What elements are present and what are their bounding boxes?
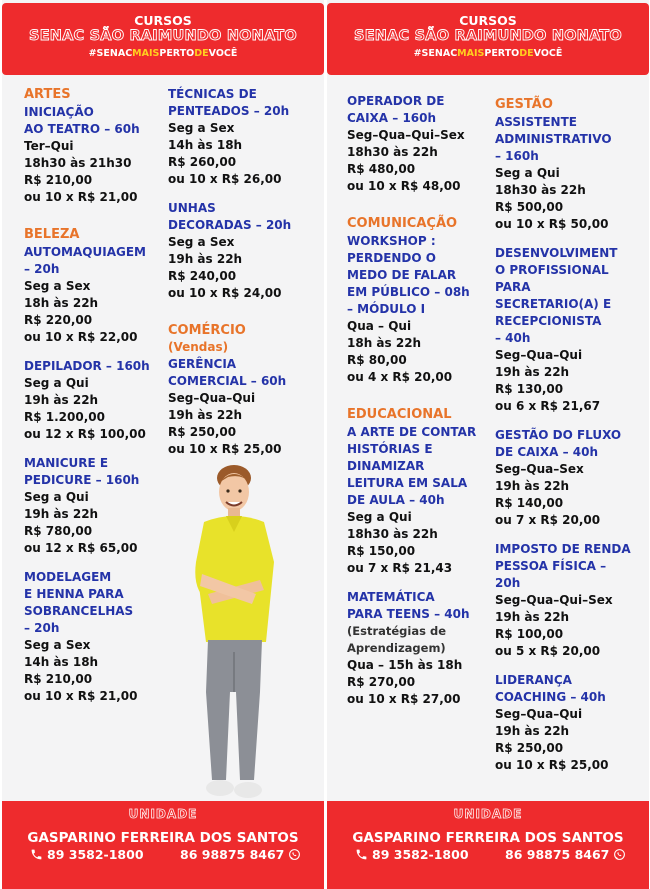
- category-heading: COMUNICAÇÃO: [347, 216, 458, 231]
- course-time: 14h às 18h: [24, 655, 99, 669]
- course-price: R$ 250,00: [495, 741, 564, 755]
- whatsapp-icon: [613, 848, 626, 861]
- course-days: Seg a Qui: [495, 166, 560, 180]
- category-heading: BELEZA: [24, 227, 80, 242]
- course-price: R$ 780,00: [24, 524, 93, 538]
- category-subheading: (Vendas): [168, 340, 229, 354]
- course-card: [347, 93, 497, 195]
- course-price: R$ 500,00: [495, 200, 564, 214]
- course-time: 19h às 22h: [24, 393, 99, 407]
- course-price: R$ 1.200,00: [24, 410, 105, 424]
- course-time: 19h às 22h: [168, 408, 243, 422]
- course-card: [24, 244, 172, 346]
- course-price: R$ 220,00: [24, 313, 93, 327]
- header-hashtag: #SENACMAISPERTODEVOCÊ: [88, 48, 238, 59]
- unit-name: GASPARINO FERREIRA DOS SANTOS: [352, 830, 624, 846]
- course-price: R$ 130,00: [495, 382, 564, 396]
- course-time: 18h às 22h: [347, 336, 422, 350]
- course-days: Seg–Qua–Qui–Sex: [495, 593, 613, 607]
- header-title: CURSOS: [459, 13, 517, 28]
- course-card: [495, 114, 645, 233]
- course-card: [24, 455, 172, 557]
- course-installments: ou 10 x R$ 24,00: [168, 286, 282, 300]
- course-installments: ou 6 x R$ 21,67: [495, 399, 601, 413]
- course-column: [495, 96, 645, 774]
- course-title: AUTOMAQUIAGEM – 20h: [24, 245, 146, 276]
- category-heading: GESTÃO: [495, 97, 553, 112]
- unit-label: UNIDADE: [128, 807, 198, 821]
- course-installments: ou 10 x R$ 25,00: [168, 442, 282, 456]
- course-installments: ou 10 x R$ 50,00: [495, 217, 609, 231]
- course-price: R$ 270,00: [347, 675, 416, 689]
- course-installments: ou 10 x R$ 21,00: [24, 190, 138, 204]
- course-price: R$ 210,00: [24, 672, 93, 686]
- course-price: R$ 80,00: [347, 353, 407, 367]
- course-schedule: Qua – 15h às 18h: [347, 658, 463, 672]
- footer-banner: [2, 801, 324, 889]
- course-price: R$ 260,00: [168, 155, 237, 169]
- course-days: Seg–Qua–Sex: [495, 462, 584, 476]
- course-price: R$ 210,00: [24, 173, 93, 187]
- phone-landline[interactable]: [30, 847, 144, 862]
- course-card: [347, 589, 497, 708]
- course-price: R$ 240,00: [168, 269, 237, 283]
- course-card: [495, 427, 645, 529]
- course-time: 19h às 22h: [495, 365, 570, 379]
- course-days: Seg a Sex: [168, 235, 235, 249]
- category-heading: COMÉRCIO: [168, 323, 246, 338]
- phone-number: 89 3582-1800: [47, 847, 144, 862]
- header-institution: SENAC SÃO RAIMUNDO NONATO: [29, 28, 297, 44]
- course-title: UNHAS DECORADAS – 20h: [168, 201, 292, 232]
- course-card: [347, 233, 497, 386]
- course-title: DEPILADOR – 160h: [24, 359, 150, 373]
- course-installments: ou 7 x R$ 21,43: [347, 561, 453, 575]
- course-installments: ou 12 x R$ 65,00: [24, 541, 138, 555]
- header-banner: [2, 3, 324, 75]
- course-title: MODELAGEM E HENNA PARA SOBRANCELHAS – 20h: [24, 570, 134, 635]
- course-installments: ou 7 x R$ 20,00: [495, 513, 601, 527]
- course-days: Seg a Qui: [24, 490, 89, 504]
- course-title: WORKSHOP : PERDENDO O MEDO DE FALAR EM PÚBLICO – 08h – MÓDULO I: [347, 234, 470, 316]
- course-column: [168, 86, 318, 458]
- header-hashtag: #SENACMAISPERTODEVOCÊ: [413, 48, 563, 59]
- course-time: 14h às 18h: [168, 138, 243, 152]
- phone-landline[interactable]: [355, 847, 469, 862]
- course-card: [24, 104, 172, 206]
- phone-icon: [355, 848, 368, 861]
- course-installments: ou 10 x R$ 48,00: [347, 179, 461, 193]
- course-installments: ou 5 x R$ 20,00: [495, 644, 601, 658]
- header-institution: SENAC SÃO RAIMUNDO NONATO: [354, 28, 622, 44]
- header-title: CURSOS: [134, 13, 192, 28]
- course-price: R$ 150,00: [347, 544, 416, 558]
- course-installments: ou 10 x R$ 26,00: [168, 172, 282, 186]
- course-time: 19h às 22h: [495, 610, 570, 624]
- course-days: Seg–Qua–Qui: [495, 707, 583, 721]
- course-time: 18h30 às 22h: [347, 527, 438, 541]
- course-days: Seg–Qua–Qui–Sex: [347, 128, 465, 142]
- course-card: [168, 86, 318, 188]
- course-installments: ou 10 x R$ 21,00: [24, 689, 138, 703]
- phone-number: 86 98875 8467: [180, 847, 285, 862]
- course-days: Seg–Qua–Qui: [495, 348, 583, 362]
- header-banner: [327, 3, 649, 75]
- student-photo: [182, 462, 282, 807]
- course-installments: ou 10 x R$ 22,00: [24, 330, 138, 344]
- category-heading: EDUCACIONAL: [347, 407, 452, 422]
- phone-whatsapp[interactable]: [180, 847, 301, 862]
- course-title: LIDERANÇA COACHING – 40h: [495, 673, 606, 704]
- course-time: 18h às 22h: [24, 296, 99, 310]
- course-days: Seg a Sex: [24, 638, 91, 652]
- phone-number: 86 98875 8467: [505, 847, 610, 862]
- course-column: [24, 86, 172, 705]
- course-time: 18h30 às 22h: [495, 183, 586, 197]
- course-title: A ARTE DE CONTAR HISTÓRIAS E DINAMIZAR LEITURA EM SALA DE AULA – 40h: [347, 425, 477, 507]
- course-days: Seg–Qua–Qui: [168, 391, 256, 405]
- course-title: GESTÃO DO FLUXO DE CAIXA – 40h: [495, 428, 622, 459]
- course-installments: ou 4 x R$ 20,00: [347, 370, 453, 384]
- course-title: ASSISTENTE ADMINISTRATIVO – 160h: [495, 115, 612, 163]
- course-installments: ou 10 x R$ 27,00: [347, 692, 461, 706]
- course-title: MATEMÁTICA PARA TEENS – 40h: [347, 590, 470, 621]
- course-card: [495, 672, 645, 774]
- course-card: [495, 245, 645, 415]
- course-card: [168, 356, 318, 458]
- course-title: OPERADOR DE CAIXA – 160h: [347, 94, 445, 125]
- course-price: R$ 250,00: [168, 425, 237, 439]
- course-card: [347, 424, 497, 577]
- course-title: IMPOSTO DE RENDA PESSOA FÍSICA – 20h: [495, 542, 631, 590]
- course-days: Seg a Qui: [24, 376, 89, 390]
- phone-whatsapp[interactable]: [505, 847, 626, 862]
- category-heading: ARTES: [24, 87, 71, 102]
- flyer-panel-right: [327, 0, 649, 889]
- course-time: 19h às 22h: [495, 724, 570, 738]
- course-title: TÉCNICAS DE PENTEADOS – 20h: [168, 87, 290, 118]
- course-title: DESENVOLVIMENT O PROFISSIONAL PARA SECRETARIO(A) E RECEPCIONISTA – 40h: [495, 246, 618, 345]
- course-card: [24, 358, 172, 443]
- course-title: INICIAÇÃO AO TEATRO – 60h: [24, 105, 140, 136]
- course-time: 19h às 22h: [168, 252, 243, 266]
- unit-label: UNIDADE: [453, 807, 523, 821]
- course-column: [347, 93, 497, 708]
- course-title: MANICURE E PEDICURE – 160h: [24, 456, 140, 487]
- course-time: 18h30 às 21h30: [24, 156, 132, 170]
- phone-icon: [30, 848, 43, 861]
- unit-name: GASPARINO FERREIRA DOS SANTOS: [27, 830, 299, 846]
- course-card: [495, 541, 645, 660]
- course-days: Seg a Sex: [24, 279, 91, 293]
- whatsapp-icon: [288, 848, 301, 861]
- course-days: Seg a Qui: [347, 510, 412, 524]
- course-title: GERÊNCIA COMERCIAL – 60h: [168, 357, 287, 388]
- phone-number: 89 3582-1800: [372, 847, 469, 862]
- course-days: Qua – Qui: [347, 319, 412, 333]
- course-card: [168, 200, 318, 302]
- course-price: R$ 100,00: [495, 627, 564, 641]
- course-price: R$ 140,00: [495, 496, 564, 510]
- course-note: (Estratégias de Aprendizagem): [347, 624, 446, 655]
- course-days: Seg a Sex: [168, 121, 235, 135]
- course-time: 18h30 às 22h: [347, 145, 438, 159]
- course-time: 19h às 22h: [24, 507, 99, 521]
- flyer-panel-left: [2, 0, 324, 889]
- course-card: [24, 569, 172, 705]
- course-installments: ou 12 x R$ 100,00: [24, 427, 146, 441]
- course-time: 19h às 22h: [495, 479, 570, 493]
- course-price: R$ 480,00: [347, 162, 416, 176]
- course-installments: ou 10 x R$ 25,00: [495, 758, 609, 772]
- footer-banner: [327, 801, 649, 889]
- course-days: Ter–Qui: [24, 139, 74, 153]
